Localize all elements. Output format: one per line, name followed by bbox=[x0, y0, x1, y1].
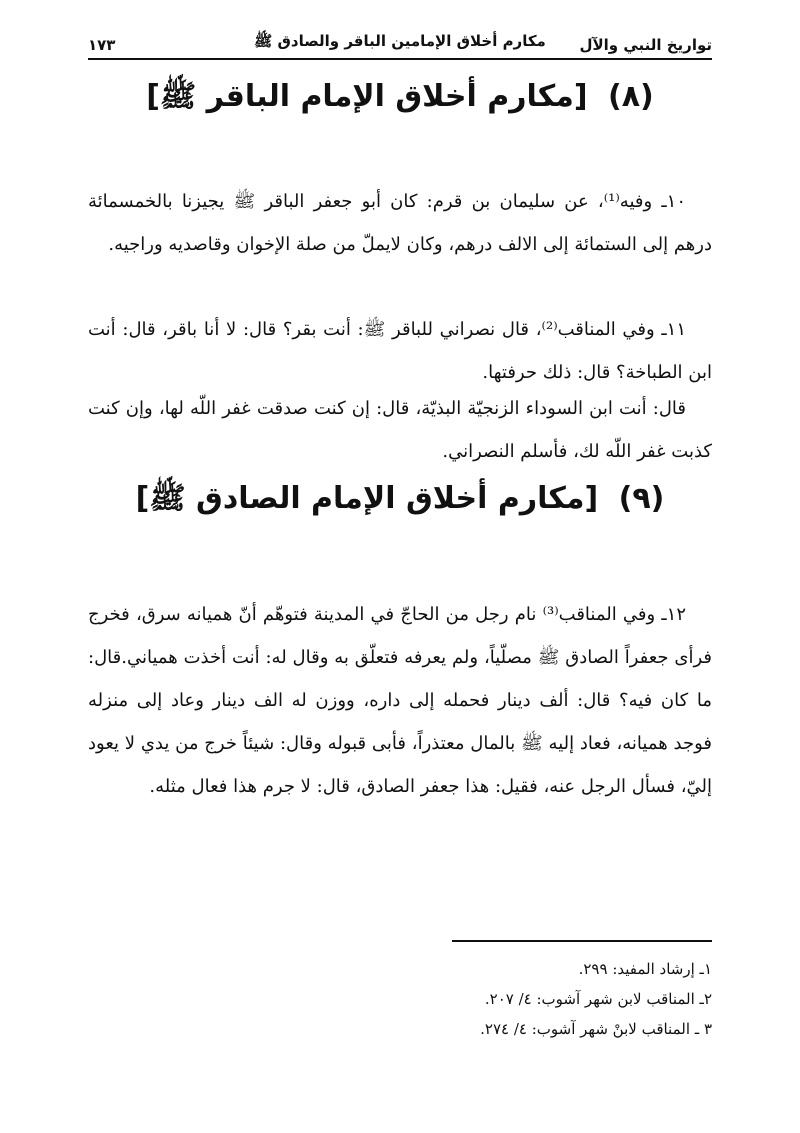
page-number: ١٧٣ bbox=[88, 36, 116, 54]
footnote-divider bbox=[452, 940, 712, 942]
section-number: (٩) bbox=[618, 481, 665, 516]
footnotes bbox=[88, 954, 712, 1044]
section-heading-8 bbox=[88, 78, 712, 121]
section-title: [مكارم أخلاق الإمام الصادق ﷺ] bbox=[135, 481, 599, 516]
section-heading-9 bbox=[88, 480, 712, 523]
header-book-title: تواريخ النبي والآل bbox=[579, 36, 712, 54]
paragraph-11-continued: قال: أنت ابن السوداء الزنجيّة البذيّة، قال: إن كنت صدقت غفر اللّه لها، وإن كنت كذبت غفر اللّه لك، فأسلم النصراني. bbox=[88, 398, 712, 462]
footnote-1: ١ـ إرشاد المفيد: ٢٩٩. bbox=[578, 960, 712, 978]
paragraph-12: ١٢ـ وفي المناقب⁽³⁾ نام رجل من الحاجّ في المدينة فتوهّم أنّ هميانه سرق، فخرج فرأى جعفراً الصادق ﷺ مصلّياً، ولم يعرفه فتعلّق به وقال له: أنت أخذت همياني.قال: ما كان فيه؟ قال: ألف دينار فحمله إلى داره، ووزن له الف دينار وعاد إلى منزله فوجد هميانه، فعاد إليه ﷺ بالمال معتذراً، فأبى قبوله وقال: شيئاً خرج من يدي لا يعود إليّ، فسأل الرجل عنه، فقيل: هذا جعفر الصادق، قال: لا جرم هذا فعال مثله. bbox=[88, 604, 713, 797]
footnote-3: ٣ ـ المناقب لابنْ شهر آشوب: ٤/ ٢٧٤. bbox=[480, 1020, 712, 1038]
paragraph-10: ١٠ـ وفيه⁽¹⁾، عن سليمان بن قرم: كان أبو جعفر الباقر ﷺ يجيزنا بالخمسمائة درهم إلى الستمائة إلى الالف درهم، وكان لايملّ من صلة الإخوان وقاصديه وراجيه. bbox=[88, 191, 712, 255]
running-header bbox=[88, 28, 712, 60]
section-number: (٨) bbox=[608, 79, 654, 114]
paragraph-11: ١١ـ وفي المناقب⁽²⁾، قال نصراني للباقر ﷺ: أنت بقر؟ قال: لا أنا باقر، قال: أنت ابن الطباخة؟ قال: ذلك حرفتها. bbox=[88, 319, 712, 383]
header-chapter-title: مكارم أخلاق الإمامين الباقر والصادق ﷺ bbox=[254, 32, 546, 50]
footnote-2: ٢ـ المناقب لابن شهر آشوب: ٤/ ٢٠٧. bbox=[484, 990, 712, 1008]
section-title: [مكارم أخلاق الإمام الباقر ﷺ] bbox=[146, 79, 588, 114]
